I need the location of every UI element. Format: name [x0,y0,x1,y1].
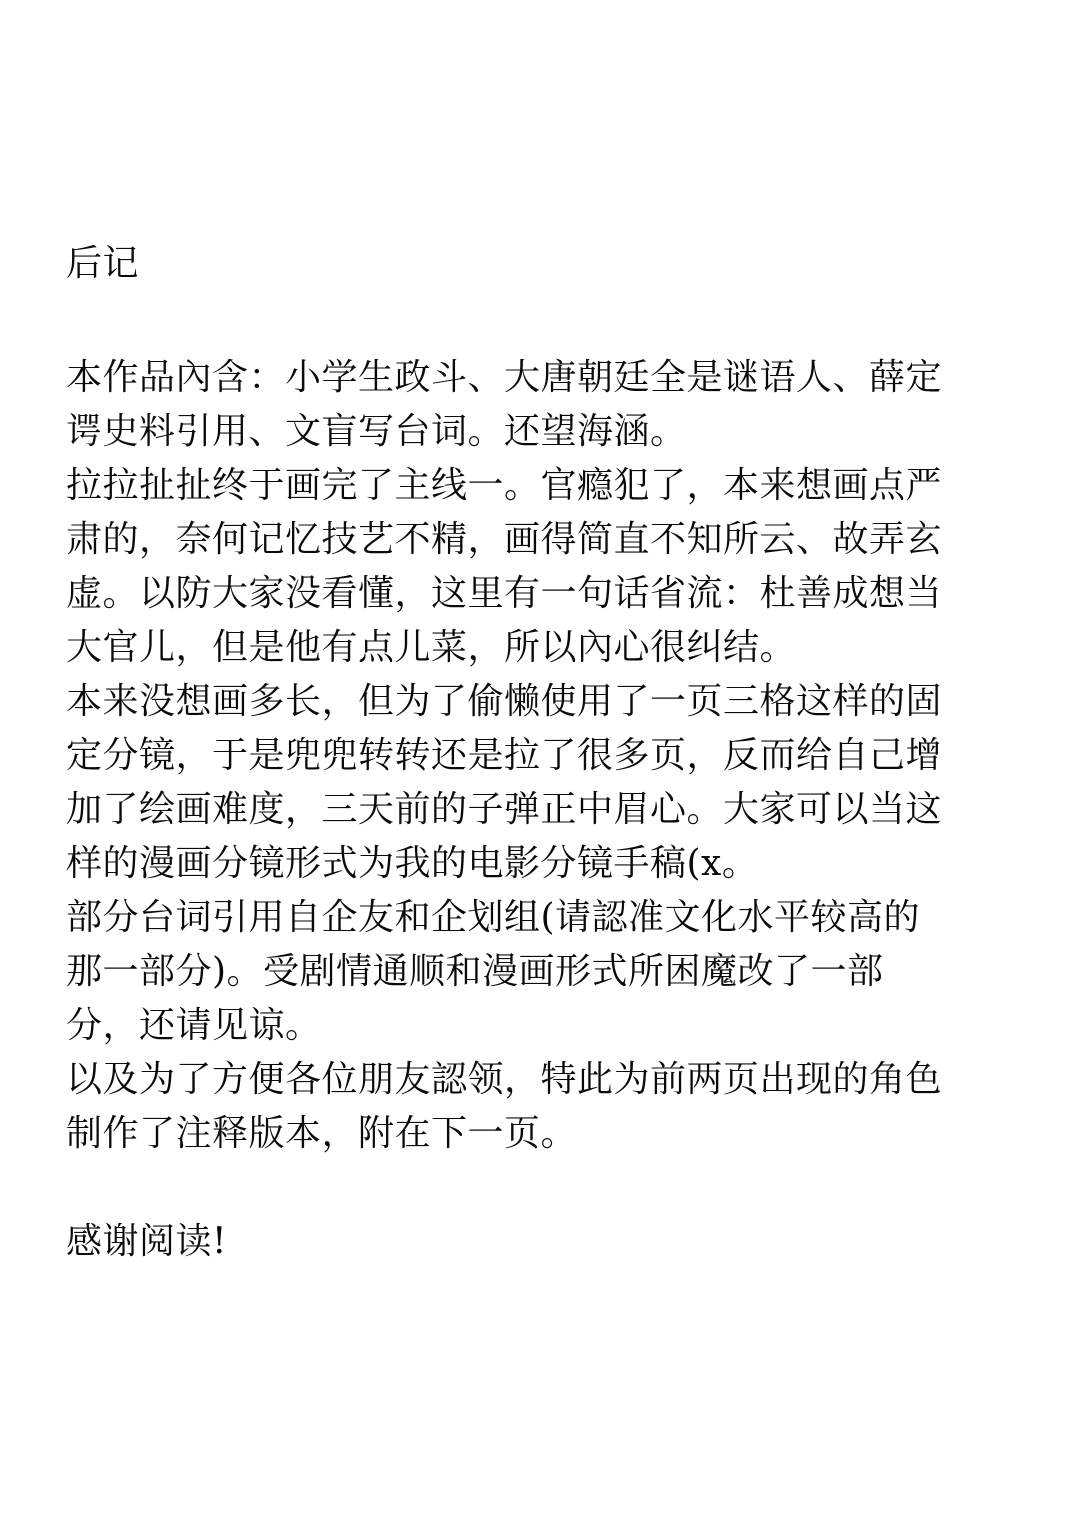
body-line: 本作品內含：小学生政斗、大唐朝廷全是谜语人、薛定 [66,357,943,398]
body-line: 部分台词引用自企友和企划组(请認准文化水平较高的 [66,897,921,938]
body-line: 定分镜，于是兜兜转转还是拉了很多页，反而给自己增 [66,735,943,776]
body-line: 拉拉扯扯终于画完了主线一。官瘾犯了，本来想画点严 [66,465,943,506]
body-line: 分，还请见谅。 [66,1005,322,1046]
body-line: 加了绘画难度，三天前的子弹正中眉心。大家可以当这 [66,789,943,830]
body-line: 本来没想画多长，但为了偷懒使用了一页三格这样的固 [66,681,943,722]
body-line: 那一部分)。受剧情通顺和漫画形式所困魔改了一部 [66,951,884,992]
closing-text: 感谢阅读! [66,1221,227,1262]
body-line: 样的漫画分镜形式为我的电影分镜手稿(x。 [66,843,759,884]
body-line: 谔史料引用、文盲写台词。还望海涵。 [66,411,687,452]
body-line: 大官儿，但是他有点儿菜，所以內心很纠结。 [66,627,797,668]
page-title: 后记 [66,243,140,284]
body-line: 虚。以防大家没看懂，这里有一句话省流：杜善成想当 [66,573,943,614]
body-line: 制作了注释版本，附在下一页。 [66,1113,578,1154]
body-line: 肃的，奈何记忆技艺不精，画得简直不知所云、故弄玄 [66,519,943,560]
body-line: 以及为了方便各位朋友認领，特此为前两页出现的角色 [66,1059,943,1100]
